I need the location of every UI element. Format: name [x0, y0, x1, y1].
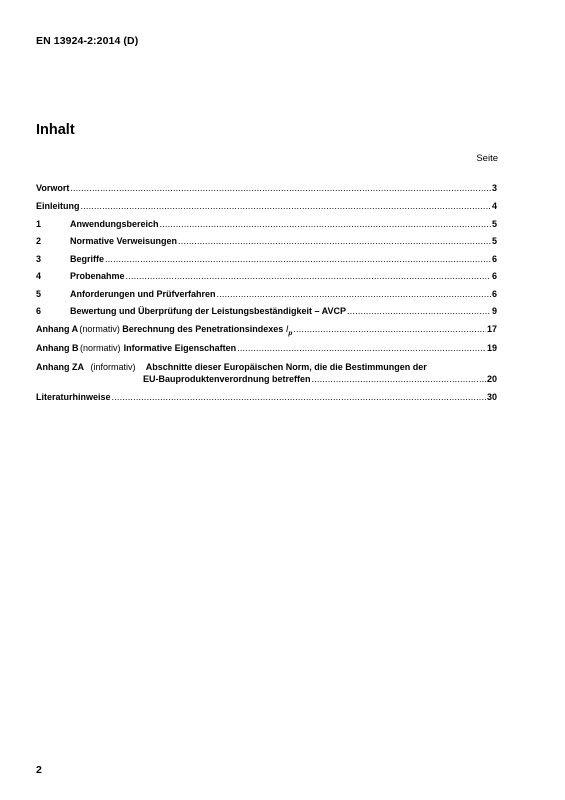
toc-entry-title: Informative Eigenschaften — [123, 342, 237, 353]
dot-leader — [70, 182, 491, 194]
dot-leader — [160, 218, 491, 230]
toc-entry-annex-za[interactable] — [36, 361, 497, 385]
toc-entry-einleitung[interactable] — [36, 200, 497, 212]
section-number: 2 — [36, 236, 42, 246]
section-number: 1 — [36, 218, 42, 229]
penetration-index-subscript: p — [288, 329, 293, 337]
toc-entry-title: Probenahme — [70, 271, 125, 281]
seite-column-label: Seite — [476, 153, 498, 164]
dot-leader — [112, 391, 486, 403]
page-number: 2 — [36, 764, 42, 776]
section-number: 4 — [36, 271, 42, 281]
toc-entry-vorwort[interactable] — [36, 182, 497, 194]
section-number: 3 — [36, 253, 42, 264]
toc-entry-title: Literaturhinweise — [36, 391, 111, 402]
toc-entry-section-1[interactable] — [36, 218, 497, 230]
annex-type: (normativ) — [79, 323, 120, 334]
toc-entry-page: 6 — [491, 271, 497, 281]
dot-leader — [347, 305, 491, 317]
annex-type: (informativ) — [90, 361, 136, 372]
toc-entry-title-line-2: EU-Bauproduktenverordnung betreffen — [143, 373, 311, 384]
toc-entry-section-5[interactable] — [36, 288, 497, 300]
dot-leader — [178, 235, 491, 247]
table-of-contents — [36, 182, 497, 408]
toc-entry-title: Einleitung — [36, 200, 80, 211]
dot-leader — [237, 342, 486, 354]
section-number: 5 — [36, 288, 42, 299]
toc-entry-page: 6 — [491, 288, 497, 299]
annex-title-text: Berechnung des Penetrationsindexes — [122, 323, 284, 334]
annex-za-line-2 — [36, 373, 497, 385]
toc-entry-title: Bewertung und Überprüfung der Leistungsbeständigkeit – AVCP — [70, 306, 347, 316]
dot-leader — [105, 253, 491, 265]
annex-label: Anhang ZA — [36, 361, 84, 372]
toc-entry-annex-a[interactable] — [36, 323, 497, 335]
toc-entry-title: Vorwort — [36, 183, 70, 193]
toc-entry-literaturhinweise[interactable] — [36, 391, 497, 403]
toc-entry-title: Normative Verweisungen — [70, 236, 178, 246]
toc-entry-title: Anwendungsbereich — [70, 218, 159, 229]
dot-leader — [312, 373, 486, 385]
annex-label: Anhang B — [36, 342, 79, 353]
penetration-index-symbol: I — [285, 323, 289, 334]
section-number: 6 — [36, 306, 42, 316]
toc-entry-page: 17 — [486, 323, 497, 334]
toc-entry-page: 30 — [486, 391, 497, 402]
toc-entry-page: 19 — [486, 342, 497, 353]
toc-entry-title-line-1: Abschnitte dieser Europäischen Norm, die die Bestimmungen der — [145, 361, 427, 372]
dot-leader — [81, 200, 491, 212]
dot-leader — [217, 288, 491, 300]
annex-type: (normativ) — [80, 342, 121, 353]
annex-za-line-1 — [36, 361, 497, 373]
toc-entry-page: 3 — [491, 183, 497, 193]
dot-leader — [293, 323, 486, 335]
document-id-header: EN 13924-2:2014 (D) — [36, 35, 139, 47]
toc-entry-annex-b[interactable] — [36, 342, 497, 354]
toc-entry-title: Begriffe — [70, 253, 105, 264]
toc-entry-section-3[interactable] — [36, 253, 497, 265]
dot-leader — [126, 270, 491, 282]
toc-entry-page: 20 — [486, 373, 497, 384]
toc-entry-page: 5 — [491, 236, 497, 246]
toc-entry-title: Anforderungen und Prüfverfahren — [70, 288, 216, 299]
toc-entry-section-2[interactable] — [36, 235, 497, 247]
toc-entry-page: 6 — [491, 253, 497, 264]
toc-entry-page: 9 — [491, 306, 497, 316]
toc-entry-section-6[interactable] — [36, 305, 497, 317]
toc-entry-page: 4 — [491, 200, 497, 211]
toc-entry-page: 5 — [491, 218, 497, 229]
toc-entry-title — [122, 323, 292, 340]
annex-label: Anhang A — [36, 323, 79, 334]
page-title: Inhalt — [36, 122, 75, 138]
toc-entry-section-4[interactable] — [36, 270, 497, 282]
